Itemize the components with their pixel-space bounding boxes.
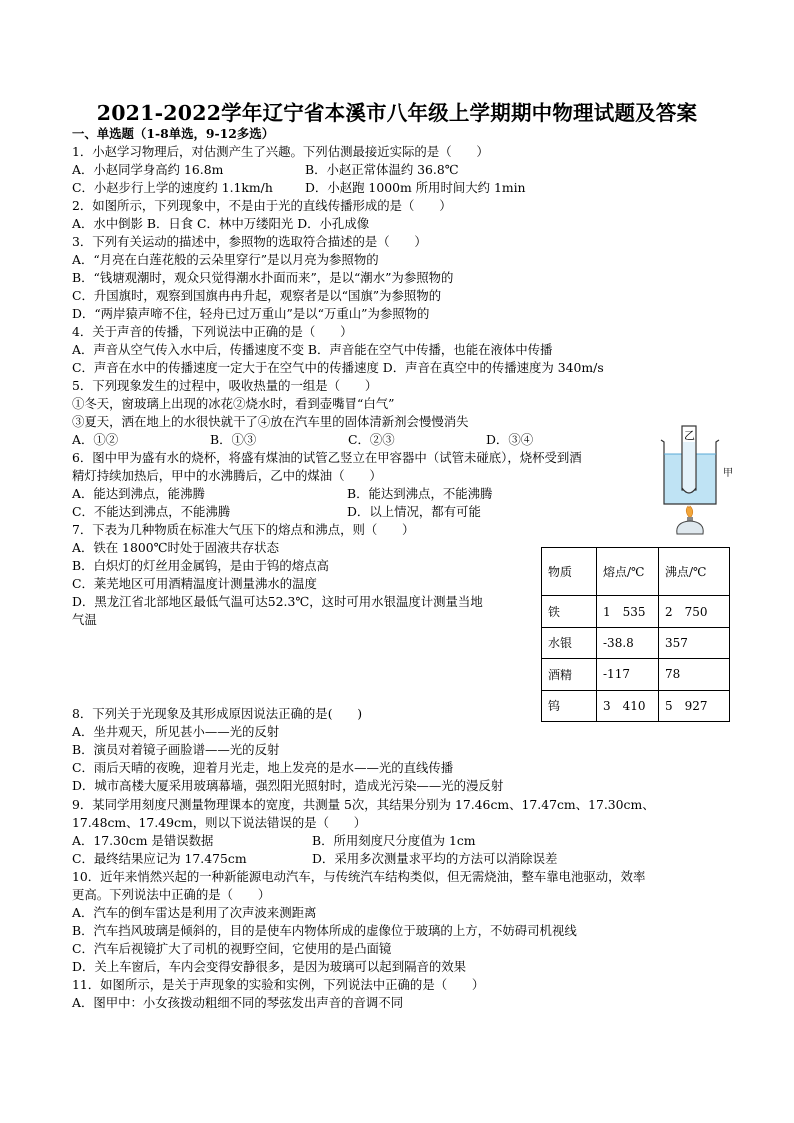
table-cell: 铁 (542, 596, 597, 628)
table-cell: 酒精 (542, 659, 597, 691)
tube-label: 乙 (684, 429, 695, 442)
table-cell: -117 (597, 659, 659, 691)
q8-option-a: A．坐井观天，所见甚小——光的反射 (72, 724, 280, 739)
q3-stem: 3．下列有关运动的描述中，参照物的选取符合描述的是（ ） (72, 234, 427, 249)
q4-stem: 4．关于声音的传播，下列说法中正确的是（ ） (72, 324, 353, 339)
q7-stem: 7．下表为几种物质在标准大气压下的熔点和沸点，则（ ） (72, 522, 415, 537)
q9-option-b: B．所用刻度尺分度值为 1cm (312, 833, 476, 848)
q5-items-12: ①冬天，窗玻璃上出现的冰花②烧水时，看到壶嘴冒“白气” (72, 396, 395, 411)
q9-option-d: D．采用多次测量求平均的方法可以消除误差 (312, 851, 558, 866)
q10-option-b: B．汽车挡风玻璃是倾斜的，目的是使车内物体所成的虚像位于玻璃的上方，不妨碍司机视线 (72, 923, 577, 938)
q1-option-a: A．小赵同学身高约 16.8m (72, 162, 224, 177)
table-cell: 1 535 (597, 596, 659, 628)
q10-option-d: D．关上车窗后，车内会变得安静很多，是因为玻璃可以起到隔音的效果 (72, 959, 467, 974)
q10-option-a: A．汽车的倒车雷达是利用了次声波来测距离 (72, 905, 317, 920)
q3-option-a: A．“月亮在白莲花般的云朵里穿行”是以月亮为参照物的 (72, 252, 379, 267)
q1-option-d: D．小赵跑 1000m 所用时间大约 1min (305, 180, 526, 195)
q10-stem-2: 更高。下列说法中正确的是（ ） (72, 887, 271, 902)
q4-options-ab: A．声音从空气传入水中后，传播速度不变 B．声音能在空气中传播，也能在液体中传播 (72, 342, 553, 357)
q5-option-a: A．①② (72, 432, 119, 447)
q7-option-c: C．莱芜地区可用酒精温度计测量沸水的温度 (72, 576, 317, 591)
q5-stem: 5．下列现象发生的过程中，吸收热量的一组是（ ） (72, 378, 378, 393)
q8-stem: 8．下列关于光现象及其形成原因说法正确的是( ) (72, 706, 363, 721)
q1-option-c: C．小赵步行上学的速度约 1.1km/h (72, 180, 273, 195)
table-cell: 2 750 (659, 596, 730, 628)
q3-option-c: C．升国旗时，观察到国旗冉冉升起，观察者是以“国旗”为参照物的 (72, 288, 442, 303)
table-row (542, 596, 730, 628)
q9-option-a: A．17.30cm 是错误数据 (72, 833, 214, 848)
table-row (542, 659, 730, 691)
q9-option-c: C．最终结果应记为 17.475cm (72, 851, 247, 866)
table-header-row (542, 548, 730, 596)
q6-option-a: A．能达到沸点，能沸腾 (72, 486, 205, 501)
q6-stem-2: 精灯持续加热后，甲中的水沸腾后，乙中的煤油（ ） (72, 468, 382, 483)
melting-boiling-table (541, 547, 730, 722)
q1-stem: 1．小赵学习物理后，对估测产生了兴趣。下列估测最接近实际的是（ ） (72, 144, 489, 159)
q8-option-b: B．演员对着镜子画脸谱——光的反射 (72, 742, 280, 757)
page-title: 2021-2022学年辽宁省本溪市八年级上学期期中物理试题及答案 (96, 101, 698, 125)
q9-stem-2: 17.48cm、17.49cm，则以下说法错误的是（ ） (72, 815, 367, 830)
beaker-label: 甲 (723, 468, 733, 479)
q2-stem: 2．如图所示，下列现象中，不是由于光的直线传播形成的是（ ） (72, 198, 452, 213)
q5-items-34: ③夏天，洒在地上的水很快就干了④放在汽车里的固体清新剂会慢慢消失 (72, 414, 469, 429)
table-row (542, 690, 730, 722)
table-header-cell: 熔点/℃ (597, 548, 659, 596)
q3-option-d: D．“两岸猿声啼不住，轻舟已过万重山”是以“万重山”为参照物的 (72, 306, 430, 321)
q10-stem-1: 10．近年来悄然兴起的一种新能源电动汽车，与传统汽车结构类似，但无需烧油，整车靠电池驱动，效率 (72, 869, 646, 884)
q7-option-a: A．铁在 1800℃时处于固液共存状态 (72, 540, 279, 555)
table-cell: 78 (659, 659, 730, 691)
q5-option-b: B．①③ (210, 432, 257, 447)
q2-options: A．水中倒影 B．日食 C．林中万缕阳光 D．小孔成像 (72, 216, 370, 231)
q4-options-cd: C．声音在水中的传播速度一定大于在空气中的传播速度 D．声音在真空中的传播速度为 340m/s (72, 360, 604, 375)
q6-option-b: B．能达到沸点，不能沸腾 (347, 486, 493, 501)
q1-option-b: B．小赵正常体温约 36.8℃ (305, 162, 459, 177)
q6-stem-1: 6．图中甲为盛有水的烧杯，将盛有煤油的试管乙竖立在甲容器中（试管未碰底），烧杯受到酒 (72, 450, 582, 465)
table-header-cell: 物质 (542, 548, 597, 596)
flame-icon (686, 506, 693, 517)
q7-option-d: D．黑龙江省北部地区最低气温可达52.3℃，这时可用水银温度计测量当地 (72, 594, 483, 609)
q9-stem-1: 9．某同学用刻度尺测量物理课本的宽度，共测量 5次，其结果分别为 17.46cm、17.47cm、17.30cm、 (72, 797, 655, 812)
table-header-cell: 沸点/℃ (659, 548, 730, 596)
q6-option-c: C．不能达到沸点，不能沸腾 (72, 504, 231, 519)
q11-stem: 11．如图所示，是关于声现象的实验和实例，下列说法中正确的是（ ） (72, 977, 485, 992)
table-cell: 5 927 (659, 690, 730, 722)
alcohol-lamp-icon (677, 521, 703, 534)
table-cell: -38.8 (597, 627, 659, 659)
q6-option-d: D．以上情况，都有可能 (347, 504, 481, 519)
q3-option-b: B．“钱塘观潮时，观众只觉得潮水扑面而来”，是以“潮水”为参照物的 (72, 270, 454, 285)
table-row (542, 627, 730, 659)
table-cell: 357 (659, 627, 730, 659)
q8-option-d: D．城市高楼大厦采用玻璃幕墙，强烈阳光照射时，造成光污染——光的漫反射 (72, 778, 504, 793)
lamp-wick (687, 517, 693, 521)
table-cell: 钨 (542, 690, 597, 722)
q7-option-b: B．白炽灯的灯丝用金属钨，是由于钨的熔点高 (72, 558, 329, 573)
section-heading: 一、单选题（1-8单选，9-12多选） (72, 126, 275, 141)
table-cell: 3 410 (597, 690, 659, 722)
test-tube-oil (683, 442, 695, 488)
q10-option-c: C．汽车后视镜扩大了司机的视野空间，它使用的是凸面镜 (72, 941, 392, 956)
q5-option-c: C．②③ (348, 432, 395, 447)
q8-option-c: C．雨后天晴的夜晚，迎着月光走，地上发亮的是水——光的直线传播 (72, 760, 454, 775)
beaker-tube-figure (655, 418, 735, 536)
q7-option-d-cont: 气温 (72, 612, 97, 627)
q11-option-a: A．图甲中：小女孩拨动粗细不同的琴弦发出声音的音调不同 (72, 995, 404, 1010)
q5-option-d: D．③④ (486, 432, 534, 447)
table-cell: 水银 (542, 627, 597, 659)
